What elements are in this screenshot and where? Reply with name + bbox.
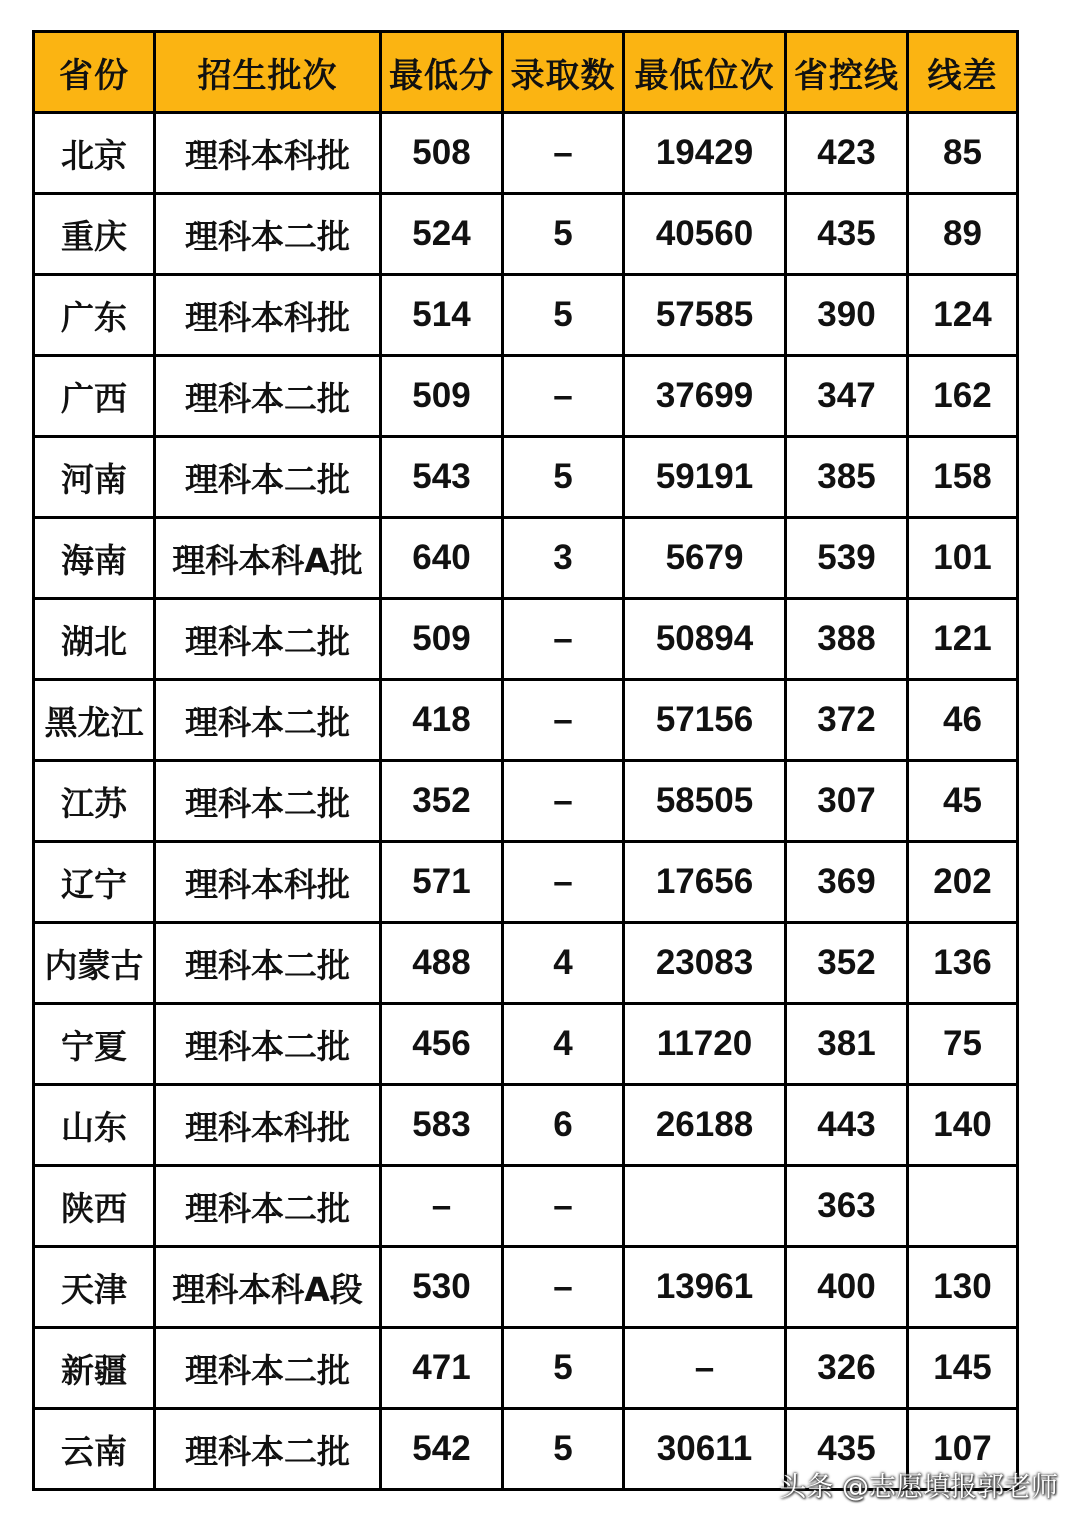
cell-min-rank: – (624, 1328, 786, 1409)
cell-min-score: 488 (381, 923, 503, 1004)
cell-min-rank: 57585 (624, 275, 786, 356)
cell-batch: 理科本科A批 (155, 518, 381, 599)
cell-control-line: 443 (786, 1085, 908, 1166)
cell-batch: 理科本科A段 (155, 1247, 381, 1328)
cell-admit-count: – (503, 761, 624, 842)
cell-batch: 理科本科批 (155, 1085, 381, 1166)
cell-admit-count: – (503, 842, 624, 923)
cell-batch: 理科本二批 (155, 356, 381, 437)
cell-min-score: 583 (381, 1085, 503, 1166)
cell-min-score: 471 (381, 1328, 503, 1409)
cell-admit-count: – (503, 680, 624, 761)
cell-admit-count: – (503, 113, 624, 194)
cell-province: 云南 (34, 1409, 155, 1490)
cell-province: 广西 (34, 356, 155, 437)
cell-min-rank: 40560 (624, 194, 786, 275)
cell-control-line: 539 (786, 518, 908, 599)
table-body (34, 113, 1018, 1490)
cell-control-line: 347 (786, 356, 908, 437)
cell-min-score: 542 (381, 1409, 503, 1490)
cell-batch: 理科本二批 (155, 680, 381, 761)
table-row (34, 194, 1018, 275)
table-row (34, 761, 1018, 842)
header-min-rank: 最低位次 (624, 32, 786, 113)
header-batch: 招生批次 (155, 32, 381, 113)
cell-min-rank: 23083 (624, 923, 786, 1004)
cell-min-rank: 50894 (624, 599, 786, 680)
cell-admit-count: 3 (503, 518, 624, 599)
cell-province: 新疆 (34, 1328, 155, 1409)
cell-batch: 理科本二批 (155, 761, 381, 842)
cell-control-line: 400 (786, 1247, 908, 1328)
cell-min-score: 514 (381, 275, 503, 356)
cell-min-rank: 13961 (624, 1247, 786, 1328)
cell-min-rank: 17656 (624, 842, 786, 923)
cell-control-line: 307 (786, 761, 908, 842)
cell-batch: 理科本二批 (155, 923, 381, 1004)
cell-line-diff: 121 (908, 599, 1018, 680)
table-header (34, 32, 1018, 113)
watermark-text: 头条 @志愿填报郭老师 (779, 1472, 1058, 1503)
cell-min-score: 508 (381, 113, 503, 194)
cell-line-diff: 101 (908, 518, 1018, 599)
cell-min-rank: 37699 (624, 356, 786, 437)
cell-province: 湖北 (34, 599, 155, 680)
cell-min-rank: 5679 (624, 518, 786, 599)
cell-min-rank (624, 1166, 786, 1247)
cell-control-line: 385 (786, 437, 908, 518)
header-row (34, 32, 1018, 113)
cell-admit-count: 4 (503, 923, 624, 1004)
cell-min-rank: 58505 (624, 761, 786, 842)
cell-control-line: 435 (786, 1409, 908, 1490)
cell-batch: 理科本二批 (155, 1328, 381, 1409)
cell-control-line: 381 (786, 1004, 908, 1085)
cell-province: 重庆 (34, 194, 155, 275)
cell-min-rank: 57156 (624, 680, 786, 761)
header-control-line: 省控线 (786, 32, 908, 113)
cell-admit-count: – (503, 599, 624, 680)
cell-line-diff: 136 (908, 923, 1018, 1004)
cell-province: 陕西 (34, 1166, 155, 1247)
table-row (34, 1247, 1018, 1328)
cell-min-score: 352 (381, 761, 503, 842)
cell-admit-count: 5 (503, 1409, 624, 1490)
cell-control-line: 388 (786, 599, 908, 680)
cell-min-rank: 11720 (624, 1004, 786, 1085)
cell-batch: 理科本二批 (155, 437, 381, 518)
cell-line-diff: 45 (908, 761, 1018, 842)
cell-min-rank: 26188 (624, 1085, 786, 1166)
cell-control-line: 369 (786, 842, 908, 923)
cell-line-diff: 75 (908, 1004, 1018, 1085)
cell-line-diff: 145 (908, 1328, 1018, 1409)
cell-control-line: 435 (786, 194, 908, 275)
cell-batch: 理科本科批 (155, 842, 381, 923)
table-row (34, 356, 1018, 437)
cell-line-diff: 124 (908, 275, 1018, 356)
table-row (34, 1004, 1018, 1085)
cell-province: 天津 (34, 1247, 155, 1328)
cell-line-diff: 130 (908, 1247, 1018, 1328)
cell-batch: 理科本二批 (155, 1409, 381, 1490)
cell-min-rank: 19429 (624, 113, 786, 194)
table-row (34, 599, 1018, 680)
admission-score-table (32, 30, 1019, 1491)
table-row (34, 1328, 1018, 1409)
table-row (34, 923, 1018, 1004)
cell-batch: 理科本科批 (155, 275, 381, 356)
cell-line-diff: 46 (908, 680, 1018, 761)
cell-province: 广东 (34, 275, 155, 356)
cell-admit-count: 5 (503, 275, 624, 356)
cell-min-score: – (381, 1166, 503, 1247)
cell-control-line: 326 (786, 1328, 908, 1409)
cell-admit-count: 5 (503, 437, 624, 518)
cell-min-score: 509 (381, 356, 503, 437)
cell-line-diff (908, 1166, 1018, 1247)
cell-line-diff: 140 (908, 1085, 1018, 1166)
cell-min-score: 418 (381, 680, 503, 761)
cell-line-diff: 162 (908, 356, 1018, 437)
table-row (34, 1085, 1018, 1166)
cell-min-score: 524 (381, 194, 503, 275)
cell-min-score: 509 (381, 599, 503, 680)
cell-min-score: 543 (381, 437, 503, 518)
cell-min-score: 640 (381, 518, 503, 599)
cell-province: 内蒙古 (34, 923, 155, 1004)
cell-control-line: 363 (786, 1166, 908, 1247)
header-province: 省份 (34, 32, 155, 113)
cell-batch: 理科本二批 (155, 1166, 381, 1247)
cell-batch: 理科本二批 (155, 194, 381, 275)
cell-admit-count: 5 (503, 1328, 624, 1409)
cell-line-diff: 158 (908, 437, 1018, 518)
cell-control-line: 372 (786, 680, 908, 761)
cell-province: 江苏 (34, 761, 155, 842)
table-row (34, 113, 1018, 194)
table-row (34, 1166, 1018, 1247)
cell-province: 宁夏 (34, 1004, 155, 1085)
cell-batch: 理科本二批 (155, 599, 381, 680)
cell-line-diff: 89 (908, 194, 1018, 275)
cell-min-rank: 30611 (624, 1409, 786, 1490)
cell-province: 海南 (34, 518, 155, 599)
cell-batch: 理科本二批 (155, 1004, 381, 1085)
cell-province: 山东 (34, 1085, 155, 1166)
cell-control-line: 423 (786, 113, 908, 194)
cell-province: 河南 (34, 437, 155, 518)
header-min-score: 最低分 (381, 32, 503, 113)
table-row (34, 275, 1018, 356)
table-row (34, 518, 1018, 599)
table-row (34, 680, 1018, 761)
table-row (34, 842, 1018, 923)
cell-admit-count: – (503, 1247, 624, 1328)
cell-min-score: 530 (381, 1247, 503, 1328)
cell-admit-count: – (503, 1166, 624, 1247)
header-line-diff: 线差 (908, 32, 1018, 113)
cell-admit-count: – (503, 356, 624, 437)
header-admit-count: 录取数 (503, 32, 624, 113)
cell-line-diff: 107 (908, 1409, 1018, 1490)
cell-min-score: 456 (381, 1004, 503, 1085)
cell-control-line: 352 (786, 923, 908, 1004)
cell-line-diff: 85 (908, 113, 1018, 194)
cell-province: 北京 (34, 113, 155, 194)
cell-province: 黑龙江 (34, 680, 155, 761)
cell-control-line: 390 (786, 275, 908, 356)
cell-batch: 理科本科批 (155, 113, 381, 194)
table-row (34, 437, 1018, 518)
cell-min-rank: 59191 (624, 437, 786, 518)
cell-admit-count: 4 (503, 1004, 624, 1085)
cell-admit-count: 6 (503, 1085, 624, 1166)
cell-admit-count: 5 (503, 194, 624, 275)
cell-line-diff: 202 (908, 842, 1018, 923)
cell-min-score: 571 (381, 842, 503, 923)
cell-province: 辽宁 (34, 842, 155, 923)
